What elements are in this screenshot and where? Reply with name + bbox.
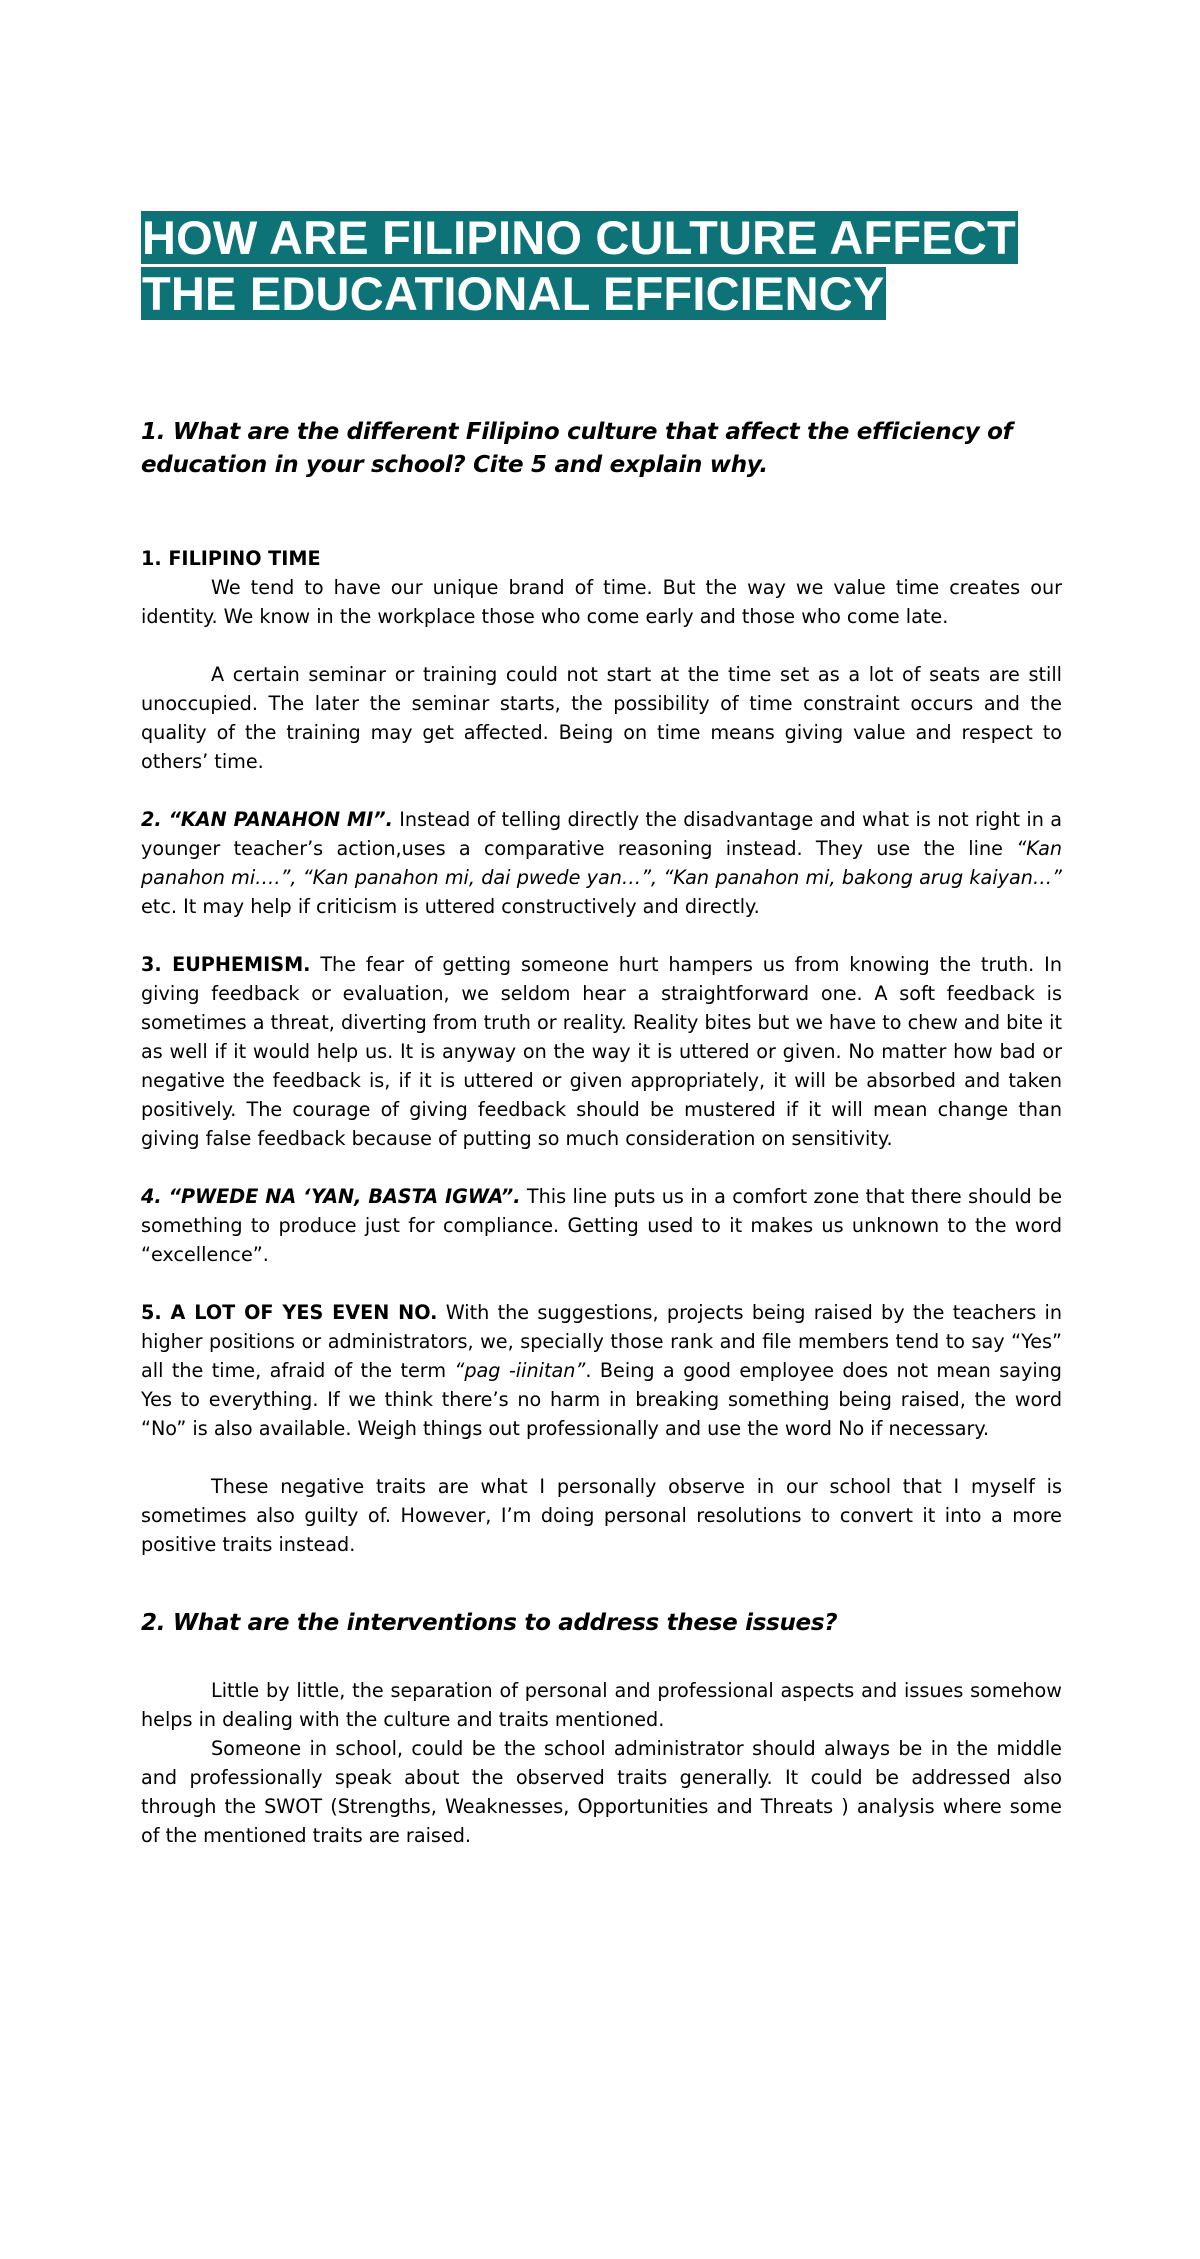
item-3-text: The fear of getting someone hurt hampers us from knowing the truth. In giving feedback or evaluation, we seldom hear a straightforward one. A soft feedback is sometimes a threat, diverting from truth or reality. Reality bites but we have to chew and bite it as well if it would help us. It is anyway on the way it is uttered or given. No matter how bad or negative the feedback is, if it is uttered or given appropriately, it will be absorbed and taken positively. The courage of giving feedback should be mustered if it will mean change than giving false feedback because of putting so much consideration on sensitivity. xyxy=(141,953,1062,1150)
item-4-heading: 4. “PWEDE NA ‘YAN, BASTA IGWA”. xyxy=(141,1185,521,1208)
item-2-heading: 2. “KAN PANAHON MI”. xyxy=(141,808,393,831)
document-page xyxy=(141,210,1062,1850)
item-5 xyxy=(141,1298,1062,1443)
item-5-heading: 5. A LOT OF YES EVEN NO. xyxy=(141,1301,438,1324)
item-1-paragraph-2: A certain seminar or training could not start at the time set as a lot of seats are still unoccupied. The later the seminar starts, the possibility of time constraint occurs and the quality of the training may get affected. Being on time means giving value and respect to others’ time. xyxy=(141,663,1062,773)
answer-2-paragraph-2: Someone in school, could be the school administrator should always be in the middle and professionally speak about the observed traits generally. It could be addressed also through the SWOT (Strengths, Weaknesses, Opportunities and Threats ) analysis where some of the mentioned traits are raised. xyxy=(141,1737,1062,1847)
answer-2-paragraph-1: Little by little, the separation of personal and professional aspects and issues somehow helps in dealing with the culture and traits mentioned. xyxy=(141,1679,1062,1731)
item-3-heading: 3. EUPHEMISM. xyxy=(141,953,311,976)
item-5-text-a: With the suggestions, projects being raised by the teachers in higher positions or administrators, we, specially those rank and file members tend to say “Yes” all the time, afraid of the term xyxy=(141,1301,1063,1382)
document-title xyxy=(141,210,1062,322)
question-1: 1. What are the different Filipino culture that affect the efficiency of education in your school? Cite 5 and explain why. xyxy=(141,419,1013,478)
item-2-text-a: Instead of telling directly the disadvantage and what is not right in a younger teacher’s action,uses a comparative reasoning instead. They use the line xyxy=(141,808,1062,860)
item-1-heading: 1. FILIPINO TIME xyxy=(141,547,321,570)
item-5-text-b: . Being a good employee does not mean saying Yes to everything. If we think there’s no harm in breaking something being raised, the word “No” is also available. Weigh things out professionally and use the word No if necessary. xyxy=(141,1359,1062,1440)
item-2 xyxy=(141,805,1062,921)
item-4-text: This line puts us in a comfort zone that there should be something to produce just for compliance. Getting used to it makes us unknown to the word “excellence”. xyxy=(141,1185,1063,1266)
item-1 xyxy=(141,544,1062,776)
item-2-quote: “Kan panahon mi….”, “Kan panahon mi, dai pwede yan…”, “Kan panahon mi, bakong arug kaiyan…” xyxy=(141,837,1062,889)
item-2-text-b: etc. It may help if criticism is uttered constructively and directly. xyxy=(141,895,760,918)
question-2: 2. What are the interventions to address these issues? xyxy=(141,1610,838,1636)
closing-paragraph: These negative traits are what I personally observe in our school that I myself is sometimes also guilty of. However, I’m doing personal resolutions to convert it into a more positive traits instead. xyxy=(141,1475,1062,1556)
item-3 xyxy=(141,950,1062,1153)
item-5-term: “pag -iinitan” xyxy=(454,1359,586,1382)
title-line-1: HOW ARE FILIPINO CULTURE AFFECT xyxy=(142,211,1016,264)
title-line-2: THE EDUCATIONAL EFFICIENCY xyxy=(142,267,885,320)
item-1-paragraph-1: We tend to have our unique brand of time. But the way we value time creates our identity. We know in the workplace those who come early and those who come late. xyxy=(141,576,1062,628)
item-4 xyxy=(141,1182,1062,1269)
